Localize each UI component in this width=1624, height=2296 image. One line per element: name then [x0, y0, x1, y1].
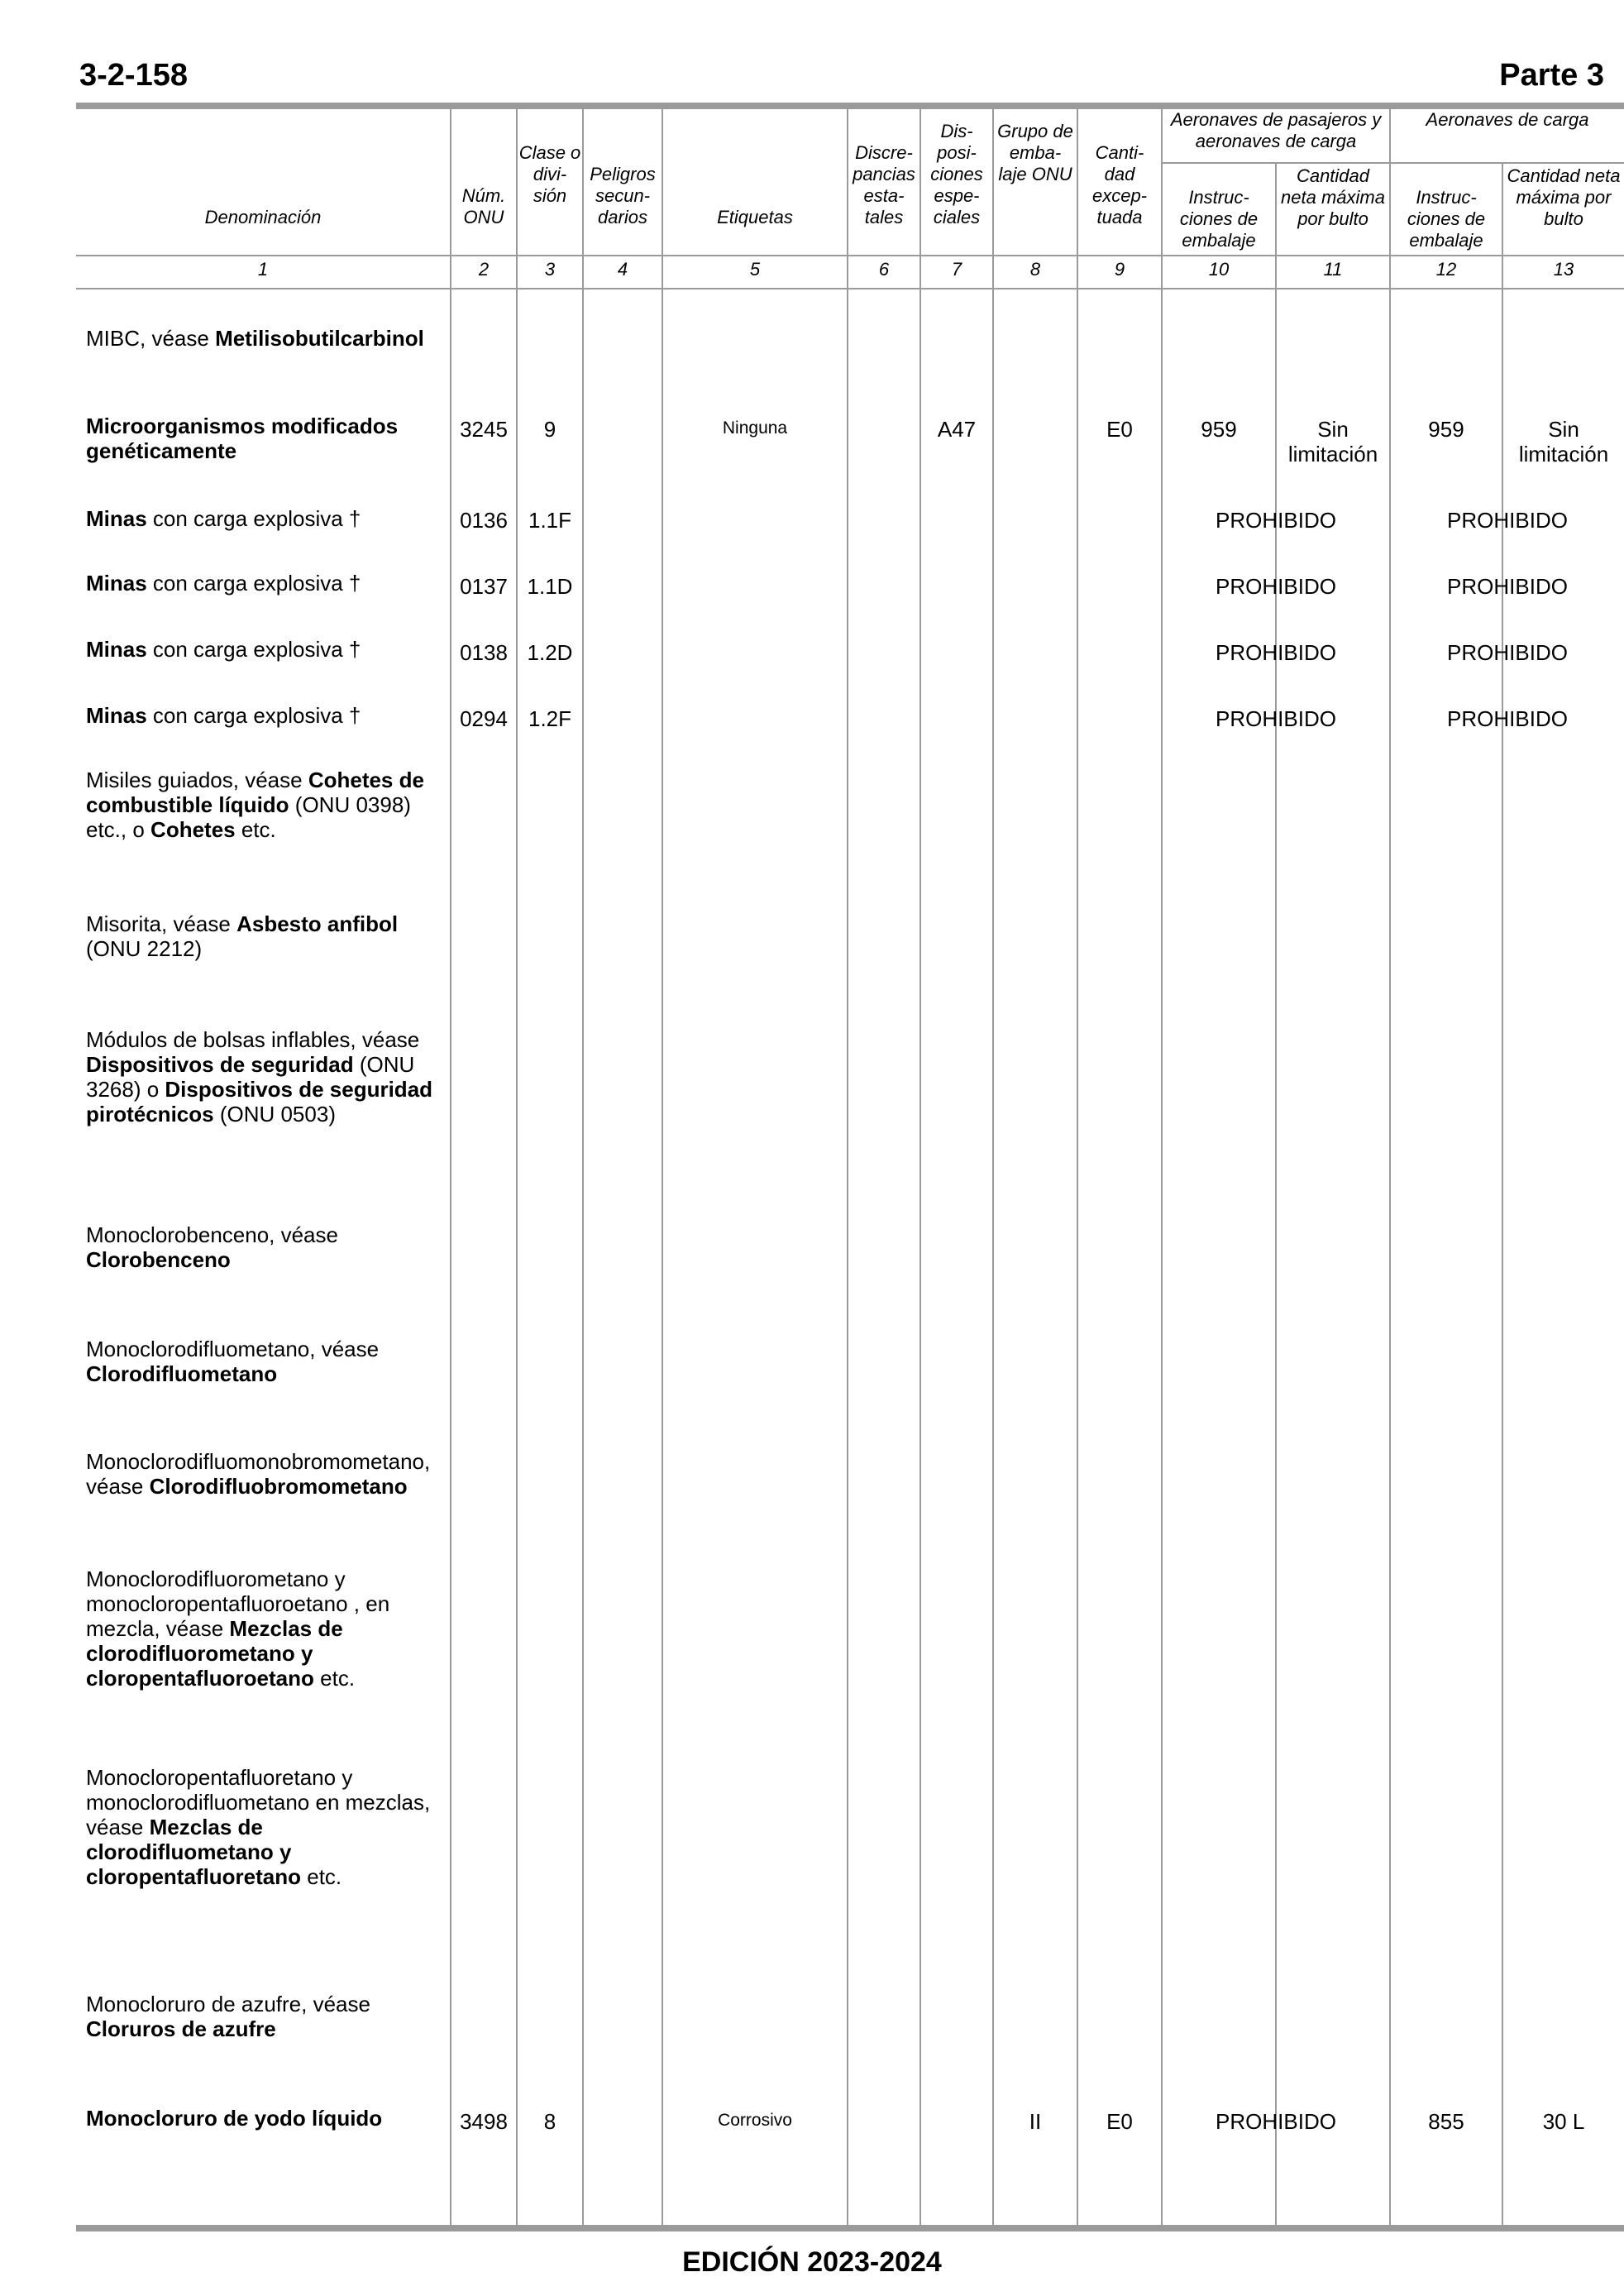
header-group-pasajeros: Aeronaves de pasajeros y aeronaves de carga [1170, 109, 1382, 151]
row-name: MIBC, véase Metilisobutilcarbinol [86, 326, 424, 351]
prohibido-cargo: PROHIBIDO [1447, 640, 1568, 665]
header-cantidad-exceptuada: Canti- dad excep- tuada [1091, 142, 1148, 227]
instrucciones-cargo: 959 [1428, 417, 1464, 442]
etiqueta: Corrosivo [718, 2111, 792, 2130]
row-name: Módulos de bolsas inflables, véase Dispositivos de seguridad (ONU 3268) o Dispositivos de seguridad pirotécnicos (ONU 0503) [86, 1027, 433, 1126]
prohibido-pass: PROHIBIDO [1216, 2109, 1336, 2134]
prohibido-pass: PROHIBIDO [1216, 640, 1336, 665]
header-grupo-embalaje: Grupo de emba- laje ONU [997, 121, 1073, 184]
column-number: 10 [1208, 259, 1230, 280]
clase: 1.2F [528, 706, 572, 731]
column-number: 7 [951, 259, 962, 280]
page-number: 3-2-158 [79, 58, 188, 93]
column-number: 5 [749, 259, 761, 280]
bottom-rule [76, 2225, 1624, 2231]
header-clase: Clase o divi- sión [518, 142, 581, 206]
vline [992, 106, 994, 2225]
cantidad-cargo: 30 L [1542, 2109, 1585, 2134]
header-num-onu: Núm. ONU [461, 185, 506, 227]
cantidad-cargo: Sin limitación [1518, 417, 1609, 466]
header-instrucciones-cargo: Instruc- ciones de embalaje [1407, 187, 1486, 251]
header-denominacion: Denominación [204, 207, 322, 227]
vline [582, 106, 584, 2225]
column-number: 4 [617, 259, 628, 280]
row-name: Monocloruro de yodo líquido [86, 2106, 383, 2131]
instrucciones-cargo: 855 [1428, 2109, 1464, 2134]
prohibido-pass: PROHIBIDO [1216, 508, 1336, 533]
clase: 8 [543, 2109, 556, 2134]
row-name: Monoclorodifluometano, véase Clorodifluometano [86, 1337, 380, 1386]
row-name: Monocloruro de azufre, véase Cloruros de azufre [86, 1992, 370, 2041]
prohibido-pass: PROHIBIDO [1216, 706, 1336, 731]
row-name: Minas con carga explosiva † [86, 703, 361, 728]
cantidad-exceptuada: E0 [1106, 417, 1133, 442]
column-number: 8 [1029, 259, 1041, 280]
edition-footer: EDICIÓN 2023-2024 [682, 2246, 942, 2278]
column-number: 3 [544, 259, 556, 280]
clase: 1.1D [527, 574, 573, 599]
row-name: Microorganismos modificados genéticamente [86, 414, 399, 463]
disposiciones: A47 [937, 417, 977, 442]
prohibido-pass: PROHIBIDO [1216, 574, 1336, 599]
clase: 9 [543, 417, 556, 442]
row-name: Monocloropentafluoretano y monoclorodifluometano en mezclas, véase Mezclas de clorodifluometano y cloropentafluoretano etc. [86, 1765, 431, 1889]
header-peligros: Peligros secun- darios [590, 164, 656, 227]
vline [847, 106, 848, 2225]
cantidad-exceptuada: E0 [1106, 2109, 1133, 2134]
row-name: Monoclorobenceno, véase Clorobenceno [86, 1222, 338, 1272]
header-cantidad-cargo: Cantidad neta máxima por bulto [1507, 165, 1621, 229]
column-number: 11 [1323, 259, 1343, 280]
row-name: Minas con carga explosiva † [86, 506, 361, 531]
row-name: Minas con carga explosiva † [86, 637, 361, 662]
etiqueta: Ninguna [722, 419, 788, 438]
instrucciones-pass: 959 [1201, 417, 1237, 442]
row-name: Monoclorodifluorometano y monocloropentafluoroetano , en mezcla, véase Mezclas de clorodifluorometano y cloropentafluoroetano etc. [86, 1567, 390, 1691]
top-rule [76, 103, 1624, 109]
prohibido-cargo: PROHIBIDO [1447, 508, 1568, 533]
column-number: 12 [1435, 259, 1457, 280]
onu-number: 3498 [460, 2109, 508, 2134]
header-discrepancias: Discre- pancias esta- tales [853, 142, 915, 227]
vline [1502, 162, 1503, 2225]
cantidad-pass: Sin limitación [1287, 417, 1378, 466]
onu-number: 3245 [460, 417, 508, 442]
header-cantidad-pass: Cantidad neta máxima por bulto [1281, 165, 1385, 229]
header-group-carga: Aeronaves de carga [1426, 109, 1589, 130]
row-name: Misiles guiados, véase Cohetes de combustible líquido (ONU 0398) etc., o Cohetes etc. [86, 768, 424, 842]
clase: 1.1F [528, 508, 572, 533]
prohibido-cargo: PROHIBIDO [1447, 574, 1568, 599]
part-label: Parte 3 [1499, 58, 1604, 93]
onu-number: 0138 [460, 640, 508, 665]
clase: 1.2D [527, 640, 573, 665]
column-number: 13 [1553, 259, 1574, 280]
row-name: Minas con carga explosiva † [86, 571, 361, 596]
onu-number: 0294 [460, 706, 508, 731]
column-number: 1 [257, 259, 269, 280]
grupo-embalaje: II [1029, 2109, 1042, 2134]
vline [1275, 162, 1277, 2225]
column-number: 9 [1114, 259, 1125, 280]
header-instrucciones-pass: Instruc- ciones de embalaje [1179, 187, 1259, 251]
header-etiquetas: Etiquetas [717, 207, 793, 227]
header-divider [76, 255, 1624, 256]
header-disposiciones: Dis- posi- ciones espe- ciales [930, 121, 983, 227]
group-divider-cargo [1389, 162, 1624, 164]
row-name: Monoclorodifluomonobromometano, véase Clorodifluobromometano [86, 1449, 431, 1499]
row-name: Misorita, véase Asbesto anfibol (ONU 2212) [86, 911, 399, 961]
prohibido-cargo: PROHIBIDO [1447, 706, 1568, 731]
onu-number: 0137 [460, 574, 508, 599]
column-number: 2 [478, 259, 490, 280]
onu-number: 0136 [460, 508, 508, 533]
column-number: 6 [878, 259, 890, 280]
colnum-divider [76, 288, 1624, 289]
